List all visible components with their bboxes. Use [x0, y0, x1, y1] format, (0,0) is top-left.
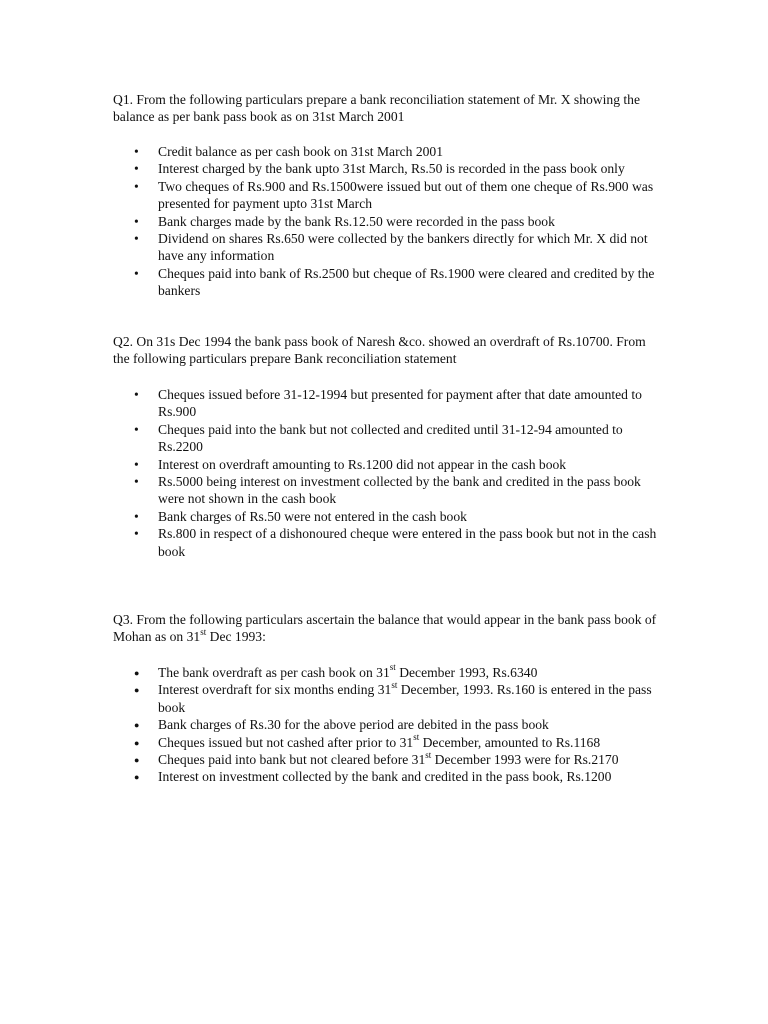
list-item: • Two cheques of Rs.900 and Rs.1500were issued but out of them one cheque of Rs.900 was presented for payment upto 31st March — [113, 178, 658, 213]
q1-list — [113, 143, 658, 300]
list-item: • Credit balance as per cash book on 31st March 2001 — [113, 143, 658, 160]
list-item: ● Interest overdraft for six months ending 31st December, 1993. Rs.160 is entered in the pass book — [113, 681, 658, 716]
list-item: • Bank charges made by the bank Rs.12.50 were recorded in the pass book — [113, 213, 658, 230]
list-item: ● Bank charges of Rs.30 for the above period are debited in the pass book — [113, 716, 658, 733]
q2-heading: Q2. On 31s Dec 1994 the bank pass book of Naresh &co. showed an overdraft of Rs.10700. From the following particulars prepare Bank reconciliation statement — [113, 334, 646, 367]
q3-heading — [113, 611, 658, 646]
q3-heading-text-end: Dec 1993: — [206, 629, 266, 645]
q1-heading: Q1. From the following particulars prepare a bank reconciliation statement of Mr. X showing the balance as per bank pass book as on 31st March 2001 — [113, 92, 640, 125]
list-item: • Dividend on shares Rs.650 were collected by the bankers directly for which Mr. X did not have any information — [113, 230, 658, 265]
list-item: • Interest on overdraft amounting to Rs.1200 did not appear in the cash book — [113, 456, 658, 473]
q3-list — [113, 664, 658, 786]
list-item: • Bank charges of Rs.50 were not entered in the cash book — [113, 508, 658, 525]
list-item: • Interest charged by the bank upto 31st March, Rs.50 is recorded in the pass book only — [113, 160, 658, 177]
list-item: • Cheques issued before 31-12-1994 but presented for payment after that date amounted to Rs.900 — [113, 386, 658, 421]
list-item: ● The bank overdraft as per cash book on 31st December 1993, Rs.6340 — [113, 664, 658, 681]
q2-list — [113, 386, 658, 560]
list-item: • Cheques paid into bank of Rs.2500 but cheque of Rs.1900 were cleared and credited by the bankers — [113, 265, 658, 300]
list-item: ● Cheques paid into bank but not cleared before 31st December 1993 were for Rs.2170 — [113, 751, 658, 768]
q3-heading-sup: st — [200, 626, 207, 637]
list-item: • Rs.5000 being interest on investment collected by the bank and credited in the pass book were not shown in the cash book — [113, 473, 658, 508]
list-item: • Rs.800 in respect of a dishonoured cheque were entered in the pass book but not in the cash book — [113, 525, 658, 560]
q3-heading-text: Q3. From the following particulars ascertain the balance that would appear in the bank pass book of Mohan as on 31 — [113, 612, 657, 645]
list-item: ● Interest on investment collected by the bank and credited in the pass book, Rs.1200 — [113, 768, 658, 785]
list-item: ● Cheques issued but not cashed after prior to 31st December, amounted to Rs.1168 — [113, 734, 658, 751]
list-item: • Cheques paid into the bank but not collected and credited until 31-12-94 amounted to Rs.2200 — [113, 421, 658, 456]
